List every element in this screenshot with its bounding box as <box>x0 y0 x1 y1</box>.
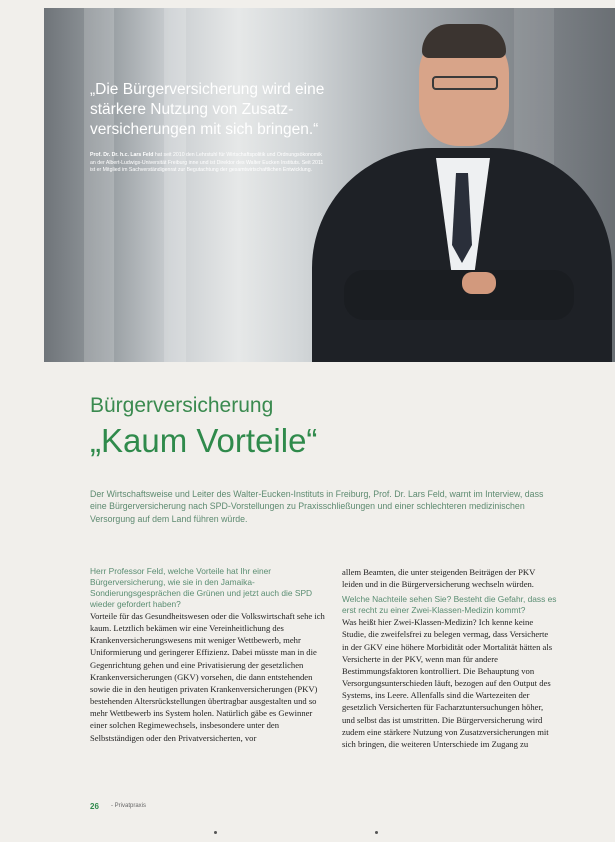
glasses-icon <box>432 76 498 90</box>
article-kicker: Bürgerversicherung <box>90 394 274 417</box>
caption-name: Prof. Dr. Dr. h.c. Lars Feld <box>90 152 154 158</box>
pull-quote: „Die Bürgerversicherung wird eine stärkere Nutzung von Zusatz-versicherungen mit sich bringen.“ <box>90 81 325 138</box>
interview-answer-1-continued: allem Beamten, die unter steigenden Beiträgen der PKV leiden und in die Bürgerversicherung wechseln würden. <box>342 567 536 590</box>
interview-question-2: Welche Nachteile sehen Sie? Besteht die Gefahr, dass es erst recht zu einer Zwei-Klassen-Medizin kommt? <box>342 594 557 616</box>
article-column-left <box>90 566 325 744</box>
interview-question-1: Herr Professor Feld, welche Vorteile hat Ihr einer Bürgerversicherung, wie sie in den Jamaika-Sondierungsgesprächen die Grünen und jetzt auch die SPD wieder gefordert haben? <box>90 566 313 609</box>
portrait-photo <box>44 8 615 362</box>
photo-caption <box>90 152 325 175</box>
interview-answer-1: Vorteile für das Gesundheitswesen oder die Volkswirtschaft sehe ich kaum. Letztlich bekämen wir eine Vereinheitlichung des Krankenversicherungswesens mit weniger Wettbewerb, mehr Uniformierung und geringerer Effizienz. Dabei müsste man in die Gegenrichtung gehen und eine Privatisierung der gesetzlichen Krankenversicherungen (GKV) vorsehen, die dann entstehenden sowie die in den heutigen privaten Krankenversicherungen (PKV) bestehenden Altersrückstellungen übertragbar ausgestalten und so mehr Wettbewerb ins System holen. Natürlich gäbe es Gewinner einer solchen Regimewechsels, insbesondere unter den Selbstständigen oder den Privatversicherten, vor <box>90 611 325 743</box>
article-column-right <box>342 566 557 750</box>
interview-answer-2: Was heißt hier Zwei-Klassen-Medizin? Ich kenne keine Studie, die zweifelsfrei zu belegen vermag, dass Versicherte in der GKV eine höhere Morbidität oder Mortalität hätten als Versicherte in der PKV, wenn man für andere Bestimmungsfaktoren kontrolliert. Die Behauptung von Versorgungsunterschieden läuft, bezogen auf den Output des Systems, ins Leere. Allenfalls sind die Wartezeiten der gesetzlich Versicherten für Facharztuntersuchungen höher, und selbst das ist umstritten. Die Bürgerversicherung wird zudem eine stärkere Nutzung von Zusatzversicherungen mit sich bringen, die weiteren Unterschiede im Zugang zu <box>342 617 553 749</box>
caption-text: hat seit 2010 den Lehrstuhl für Wirtschaftspolitik und Ordnungsökonomik an der Albert-Ludwigs-Universität Freiburg inne und ist Direktor des Walter Eucken Instituts. Seit 2011 ist er Mitglied im Sachverständigenrat zur Begutachtung der gesamtwirtschaftlichen Entwicklung. <box>90 152 324 173</box>
article-intro: Der Wirtschaftsweise und Leiter des Walter-Eucken-Instituts in Freiburg, Prof. Dr. Lars Feld, warnt im Interview, dass eine Bürgerversicherung nach SPD-Vorstellungen zu Praxisschließungen und einer schlechteren medizinischen Versorgung auf dem Land führen würde. <box>90 489 544 524</box>
publication-name: - Privatpraxis <box>111 803 147 809</box>
page-number: 26 <box>90 802 99 811</box>
page-footer <box>90 802 99 811</box>
article-headline: „Kaum Vorteile“ <box>90 422 318 459</box>
